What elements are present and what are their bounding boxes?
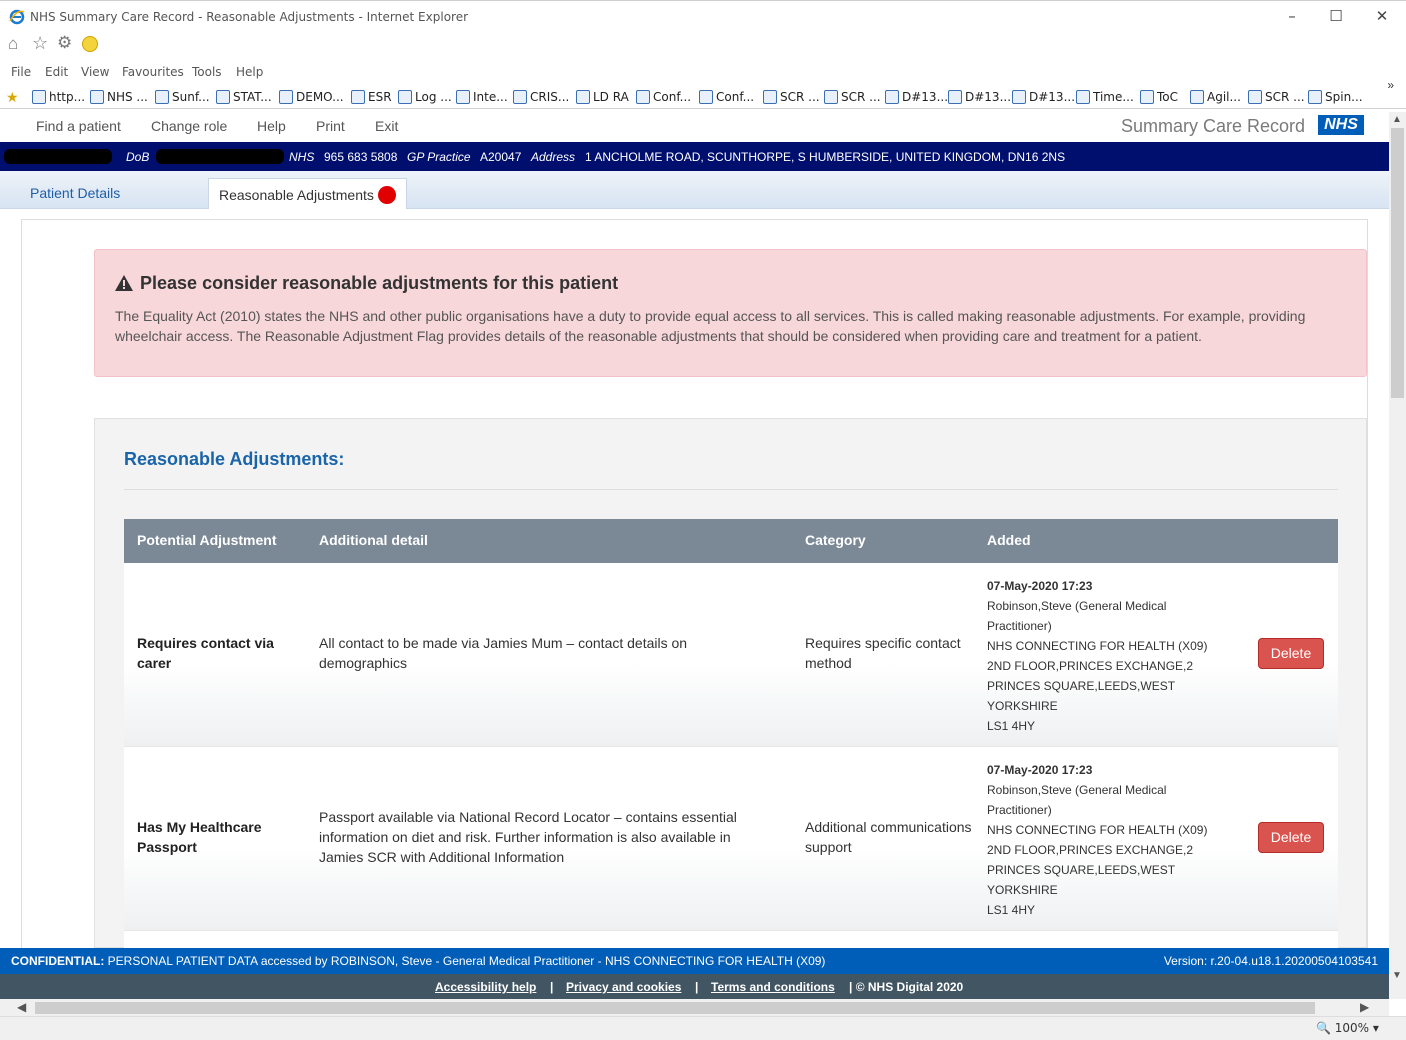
favourites-star-icon[interactable]: ☆ — [32, 33, 49, 53]
favourite-link[interactable]: Time... — [1076, 90, 1134, 104]
redacted-dob — [156, 149, 284, 164]
confidential-notice — [11, 954, 825, 968]
horizontal-scrollbar[interactable] — [0, 999, 1389, 1016]
warning-icon — [115, 275, 133, 291]
table-row-partial — [124, 931, 1338, 948]
tab-label: Patient Details — [30, 185, 121, 201]
trello-icon — [948, 90, 962, 104]
page-icon — [90, 90, 104, 104]
menu-view[interactable]: View — [81, 65, 110, 79]
project-icon — [1076, 90, 1090, 104]
status-bar — [0, 1016, 1406, 1040]
page-icon — [279, 90, 293, 104]
gp-practice-code: A20047 — [480, 150, 522, 164]
alert-title: Please consider reasonable adjustments for this patient — [140, 273, 619, 293]
table-row — [124, 747, 1338, 931]
column-header: Additional detail — [319, 532, 428, 548]
footer-separator: | — [695, 980, 699, 994]
nav-change-role[interactable]: Change role — [151, 118, 228, 134]
sharepoint-icon — [456, 90, 470, 104]
favourite-link[interactable]: CRIS... — [513, 90, 569, 104]
favourite-link[interactable]: D#13... — [948, 90, 1011, 104]
nav-print[interactable]: Print — [316, 118, 345, 134]
favourite-link[interactable]: ESR — [351, 90, 392, 104]
page-icon — [155, 90, 169, 104]
favourite-link[interactable]: NHS ... — [90, 90, 148, 104]
privacy-cookies-link[interactable]: Privacy and cookies — [566, 980, 682, 994]
favourite-link[interactable]: Log ... — [398, 90, 452, 104]
menu-edit[interactable]: Edit — [45, 65, 69, 79]
adjustment-name: Has My Healthcare Passport — [137, 819, 262, 855]
reasonable-adjustments-alert — [94, 249, 1367, 377]
favourite-link[interactable]: SCR ... — [763, 90, 820, 104]
added-date: 07-May-2020 17:23 — [987, 763, 1093, 777]
confluence-icon — [636, 90, 650, 104]
delete-button[interactable]: Delete — [1258, 822, 1324, 853]
chart-icon — [1248, 90, 1262, 104]
sharepoint-icon — [513, 90, 527, 104]
page-icon — [216, 90, 230, 104]
accessibility-help-link[interactable]: Accessibility help — [435, 980, 537, 994]
dob-label: DoB — [126, 150, 150, 164]
menu-bar — [0, 62, 1406, 82]
menu-tools[interactable]: Tools — [192, 65, 222, 79]
alert-text: The Equality Act (2010) states the NHS and other public organisations have a duty to provide equal access to all services. This is called making reasonable adjustments. For example, providing wheelchair access. The Reasonable Adjustment Flag provides details of the reasonable adjustments that should be considered when providing care and treatment for a patient. — [115, 308, 1306, 344]
menu-file[interactable]: File — [11, 65, 32, 79]
home-icon[interactable]: ⌂ — [8, 34, 19, 53]
address-label: Address — [531, 150, 576, 164]
favourites-add-icon[interactable]: ★ — [6, 89, 19, 105]
copyright: | © NHS Digital 2020 — [849, 980, 964, 994]
scroll-right-icon[interactable]: ▶ — [1360, 1000, 1370, 1014]
table-row — [124, 563, 1338, 747]
page-footer — [0, 974, 1389, 999]
organisation-address: 2ND FLOOR,PRINCES EXCHANGE,2 PRINCES SQUARE,LEEDS,WEST YORKSHIRE — [987, 659, 1194, 713]
adjustment-name: Requires contact via carer — [137, 635, 274, 671]
confidential-text: PERSONAL PATIENT DATA accessed by ROBINSON, Steve - General Medical Practitioner - NHS CONNECTING FOR HEALTH (X09) — [107, 954, 826, 968]
confluence-icon — [699, 90, 713, 104]
footer-separator: | — [550, 980, 554, 994]
patient-banner — [0, 142, 1389, 171]
additional-detail: Passport available via National Record Locator – contains essential information on diet and risk. Further information is also available in Jamies SCR with Additional Information — [319, 809, 737, 865]
favourite-link[interactable]: ToC — [1140, 90, 1178, 104]
maximize-button[interactable]: ☐ — [1329, 7, 1343, 25]
confidential-bar — [0, 948, 1389, 974]
added-info — [987, 576, 1227, 736]
page-icon — [1190, 90, 1204, 104]
favourite-link[interactable]: Spin... — [1308, 90, 1363, 104]
feedback-smiley-icon[interactable] — [82, 36, 98, 52]
favourite-link[interactable]: Agil... — [1190, 90, 1241, 104]
page-icon — [885, 90, 899, 104]
page-icon — [1140, 90, 1154, 104]
scroll-down-icon[interactable]: ▼ — [1392, 970, 1402, 981]
zoom-value: 100% — [1334, 1021, 1370, 1035]
internet-explorer-icon — [9, 9, 25, 25]
nav-find-patient[interactable]: Find a patient — [36, 118, 121, 134]
alert-flag-icon — [378, 186, 396, 204]
window-title: NHS Summary Care Record - Reasonable Adjustments - Internet Explorer — [30, 10, 469, 24]
app-navigation — [0, 112, 1389, 141]
scroll-left-icon[interactable]: ◀ — [17, 1000, 27, 1014]
confidential-label: CONFIDENTIAL: — [11, 954, 105, 968]
tab-label: Reasonable Adjustments — [219, 187, 374, 203]
organisation-address: 2ND FLOOR,PRINCES EXCHANGE,2 PRINCES SQUARE,LEEDS,WEST YORKSHIRE — [987, 843, 1194, 897]
menu-favourites[interactable]: Favourites — [122, 65, 184, 79]
zoom-level[interactable]: 🔍 100% ▾ — [1316, 1021, 1379, 1035]
page-icon — [824, 90, 838, 104]
page-icon — [398, 90, 412, 104]
window-titlebar — [0, 0, 1406, 32]
tab-reasonable-adjustments[interactable] — [208, 178, 407, 209]
favourite-link[interactable]: STAT... — [216, 90, 272, 104]
favourite-link[interactable]: SCR ... — [824, 90, 881, 104]
page-icon — [1308, 90, 1322, 104]
postcode: LS1 4HY — [987, 903, 1036, 917]
settings-gear-icon[interactable]: ⚙ — [57, 33, 73, 52]
organisation: NHS CONNECTING FOR HEALTH (X09) — [987, 823, 1208, 837]
favourite-link[interactable]: D#13... — [1012, 90, 1075, 104]
favourite-link[interactable]: Inte... — [456, 90, 508, 104]
key-icon — [351, 90, 365, 104]
divider — [124, 489, 1338, 490]
page-icon — [1012, 90, 1026, 104]
scrollbar-thumb[interactable] — [35, 1002, 1315, 1014]
scrollbar-thumb[interactable] — [1391, 128, 1404, 398]
redacted-patient-name — [4, 149, 112, 164]
added-info — [987, 760, 1227, 920]
tab-patient-details[interactable] — [20, 178, 130, 209]
delete-button[interactable]: Delete — [1258, 638, 1324, 669]
minimize-button[interactable]: – — [1288, 7, 1296, 25]
command-bar — [0, 32, 1406, 60]
close-button[interactable]: ✕ — [1375, 7, 1389, 25]
column-header: Added — [987, 532, 1031, 548]
terms-conditions-link[interactable]: Terms and conditions — [711, 980, 835, 994]
vertical-scrollbar[interactable] — [1389, 112, 1406, 999]
version-text: Version: r.20-04.u18.1.20200504103541 — [1163, 954, 1378, 968]
alert-heading — [115, 273, 618, 294]
category: Additional communications support — [805, 819, 972, 855]
page-icon — [576, 90, 590, 104]
nav-help[interactable]: Help — [257, 118, 286, 134]
favourites-overflow-icon[interactable]: » — [1387, 78, 1394, 92]
gp-practice-label: GP Practice — [407, 150, 471, 164]
scroll-up-icon[interactable]: ▲ — [1392, 114, 1402, 125]
nhs-logo: NHS — [1318, 115, 1364, 135]
tab-bar — [0, 171, 1389, 209]
favourite-link[interactable]: Conf... — [636, 90, 691, 104]
added-by: Robinson,Steve (General Medical Practitioner) — [987, 783, 1167, 817]
added-by: Robinson,Steve (General Medical Practitioner) — [987, 599, 1167, 633]
favourite-link[interactable]: DEMO... — [279, 90, 344, 104]
menu-help[interactable]: Help — [236, 65, 264, 79]
table-header — [124, 519, 1338, 563]
favourite-link[interactable]: D#13... — [885, 90, 948, 104]
patient-address: 1 ANCHOLME ROAD, SCUNTHORPE, S HUMBERSIDE, UNITED KINGDOM, DN16 2NS — [585, 150, 1066, 164]
favourite-link[interactable]: LD RA — [576, 90, 629, 104]
additional-detail: All contact to be made via Jamies Mum – contact details on demographics — [319, 635, 688, 671]
nhs-number: 965 683 5808 — [324, 150, 398, 164]
panel-title: Reasonable Adjustments: — [124, 449, 345, 469]
organisation: NHS CONNECTING FOR HEALTH (X09) — [987, 639, 1208, 653]
nav-exit[interactable]: Exit — [375, 118, 399, 134]
nhs-label: NHS — [289, 150, 315, 164]
favourites-bar — [0, 85, 1406, 109]
favourite-link[interactable]: Sunf... — [155, 90, 210, 104]
category: Requires specific contact method — [805, 635, 961, 671]
favourite-link[interactable]: Conf... — [699, 90, 754, 104]
favourite-link[interactable]: http... — [32, 90, 85, 104]
added-date: 07-May-2020 17:23 — [987, 579, 1093, 593]
app-title: Summary Care Record — [1121, 116, 1306, 136]
page-icon — [32, 90, 46, 104]
page-icon — [763, 90, 777, 104]
column-header: Category — [805, 532, 866, 548]
column-header: Potential Adjustment — [137, 532, 277, 548]
postcode: LS1 4HY — [987, 719, 1036, 733]
favourite-link[interactable]: SCR ... — [1248, 90, 1305, 104]
